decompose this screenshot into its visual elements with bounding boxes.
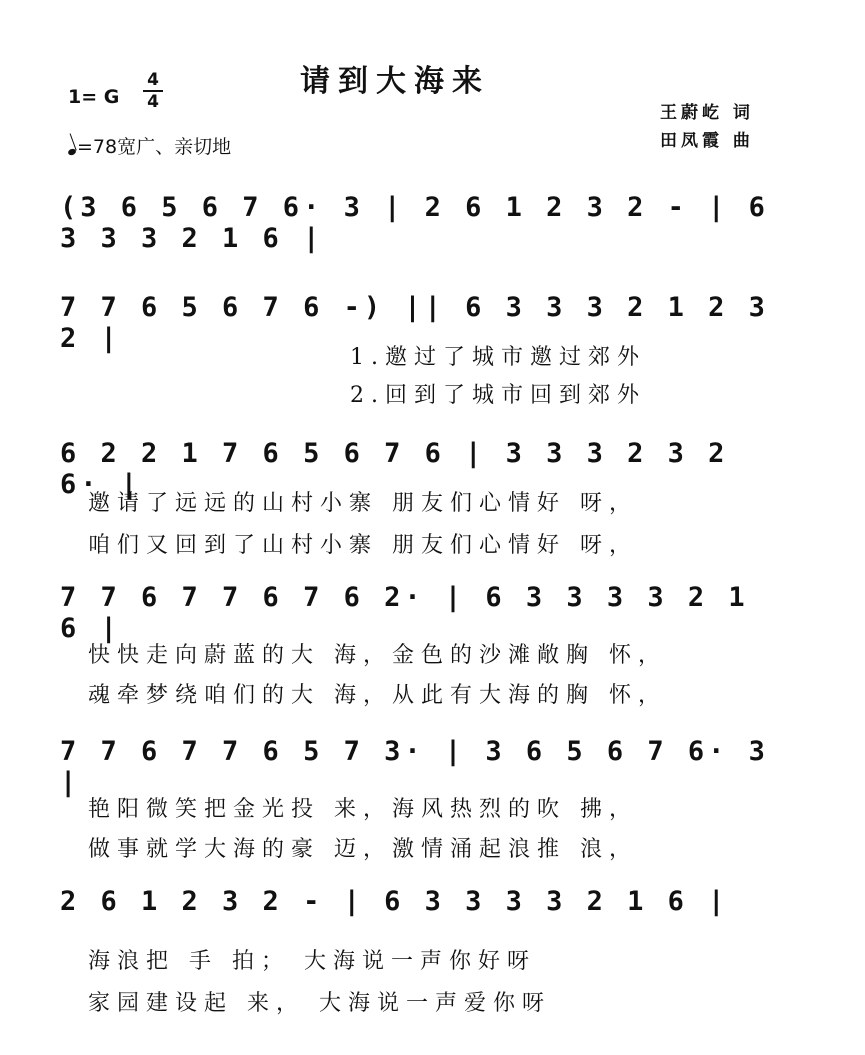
time-signature-top: 4 [147, 70, 159, 90]
tempo-marking [68, 132, 231, 159]
composer-credit: 田凤霞 曲 [660, 131, 754, 151]
quarter-note-icon [67, 148, 77, 156]
staff-line-1: (3 6 5 6 7 6· 3 | 2 6 1 2 3 2 - | 6 3 3 3 2 1 6 | [60, 192, 769, 254]
time-signature [143, 72, 163, 110]
staff-line-2: 7 7 6 5 6 7 6 -) || 6 3 3 3 2 1 2 3 2 | [60, 292, 769, 354]
staff-line-3: 6 2 2 1 7 6 5 6 7 6 | 3 3 3 2 3 2 6· | [60, 438, 729, 500]
lyric-verse1-line3: 邀请了远远的山村小寨 朋友们心情好 呀， [88, 491, 638, 516]
song-title: 请到大海来 [300, 64, 490, 99]
time-signature-bottom: 4 [147, 92, 159, 112]
lyric-verse1-line2: 1.邀过了城市邀过郊外 [350, 345, 646, 370]
lyric-verse2-line4: 魂牵梦绕咱们的大 海，从此有大海的胸 怀， [88, 683, 667, 708]
lyric-verse1-line5: 艳阳微笑把金光投 来，海风热烈的吹 拂， [88, 797, 638, 822]
lyric-verse2-line2: 2.回到了城市回到郊外 [350, 383, 646, 408]
key-signature: 1= G [68, 86, 120, 108]
lyric-verse2-line3: 咱们又回到了山村小寨 朋友们心情好 呀， [88, 533, 638, 558]
staff-line-6: 2 6 1 2 3 2 - | 6 3 3 3 3 2 1 6 | [60, 886, 729, 917]
lyric-verse2-line6: 家园建设起 来， 大海说一声爱你呀 [88, 991, 551, 1016]
lyric-verse1-line6: 海浪把 手 拍； 大海说一声你好呀 [88, 949, 536, 974]
staff-line-5: 7 7 6 7 7 6 5 7 3· | 3 6 5 6 7 6· 3 | [60, 736, 769, 798]
lyric-verse1-line4: 快快走向蔚蓝的大 海，金色的沙滩敞胸 怀， [88, 643, 667, 668]
lyric-verse2-line5: 做事就学大海的豪 迈，激情涌起浪推 浪， [88, 837, 638, 862]
staff-line-4: 7 7 6 7 7 6 7 6 2· | 6 3 3 3 3 2 1 6 | [60, 582, 749, 644]
tempo-text: =78宽广、亲切地 [77, 136, 232, 158]
lyricist-credit: 王蔚屹 词 [660, 103, 754, 123]
